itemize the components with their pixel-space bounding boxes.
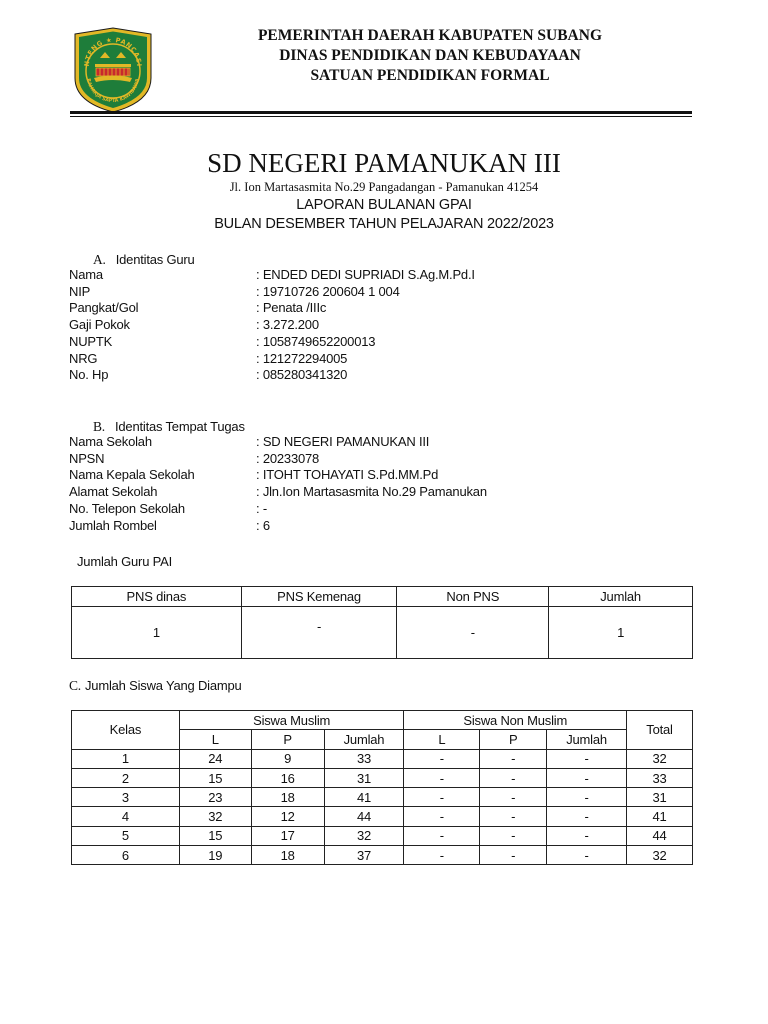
header-jumlah: Jumlah [549,587,693,607]
workplace-label: Nama Sekolah [69,434,152,449]
cell-non-muslim-jumlah: - [547,749,627,768]
section-a-heading [93,252,195,268]
identity-label: Gaji Pokok [69,317,130,333]
cell-muslim-l: 23 [179,788,251,807]
header-muslim-p: P [251,730,324,749]
cell-muslim-p: 12 [251,807,324,826]
cell-non-muslim-jumlah: - [547,768,627,787]
guru-pai-table [71,586,693,659]
cell-kelas: 4 [72,807,180,826]
cell-muslim-l: 24 [179,749,251,768]
identity-row-nip [69,284,475,301]
school-address: Jl. Ion Martasasmita No.29 Pangadangan - Pamanukan 41254 [229,180,539,194]
header-total: Total [627,711,693,750]
identity-row-pangkat [69,300,475,317]
cell-non-muslim-l: - [404,749,480,768]
workplace-row-telepon [69,501,487,518]
header-muslim-jumlah: Jumlah [324,730,404,749]
school-name: SD NEGERI PAMANUKAN III [207,148,561,178]
table-row [72,788,693,807]
workplace-row-rombel [69,518,487,535]
cell-muslim-jumlah: 31 [324,768,404,787]
header-siswa-muslim: Siswa Muslim [179,711,404,730]
identity-value: : 19710726 200604 1 004 [256,283,400,299]
cell-muslim-p: 9 [251,749,324,768]
workplace-label: Alamat Sekolah [69,484,158,500]
workplace-row-nama-sekolah [69,434,487,451]
section-a-letter: A. [93,252,106,267]
cell-kelas: 2 [72,768,180,787]
table-row [72,807,693,826]
identity-label: NRG [69,350,98,366]
cell-non-muslim-jumlah: - [547,788,627,807]
cell-muslim-p: 18 [251,788,324,807]
workplace-row-kepala-sekolah [69,467,487,484]
identity-row-nuptk [69,334,475,351]
cell-muslim-jumlah: 32 [324,826,404,845]
workplace-label: Nama Kepala Sekolah [69,467,195,483]
cell-non-muslim-l: - [404,788,480,807]
report-period: BULAN DESEMBER TAHUN PELAJARAN 2022/2023 [214,216,554,232]
cell-pns-dinas: 1 [72,607,242,659]
table-row [72,768,693,787]
workplace-value: : SD NEGERI PAMANUKAN III [256,434,430,449]
cell-kelas: 5 [72,826,180,845]
report-title: LAPORAN BULANAN GPAI [296,197,472,213]
cell-muslim-l: 19 [179,846,251,865]
letterhead-line-3: SATUAN PENDIDIKAN FORMAL [310,67,550,84]
cell-non-muslim-p: - [480,846,547,865]
cell-non-muslim-l: - [404,846,480,865]
identity-label: Nama [69,267,103,282]
identity-label: NIP [69,283,91,299]
identity-value: : 3.272.200 [256,317,319,333]
identity-label: No. Hp [69,367,109,383]
cell-muslim-p: 16 [251,768,324,787]
workplace-row-npsn [69,451,487,468]
header-kelas: Kelas [72,711,180,750]
table-header-row [72,587,693,607]
cell-jumlah: 1 [549,607,693,659]
workplace-value: : ITOHT TOHAYATI S.Pd.MM.Pd [256,467,439,483]
cell-non-muslim-l: - [404,768,480,787]
letterhead-line-2: DINAS PENDIDIKAN DAN KEBUDAYAAN [279,47,581,64]
header-muslim-l: L [179,730,251,749]
section-c-letter: C. [69,678,81,693]
cell-non-pns: - [397,607,549,659]
cell-non-muslim-l: - [404,826,480,845]
cell-non-muslim-p: - [480,768,547,787]
section-b-title: Identitas Tempat Tugas [114,419,245,434]
letterhead-line-1: PEMERINTAH DAERAH KABUPATEN SUBANG [257,27,603,44]
cell-muslim-jumlah: 44 [324,807,404,826]
student-count-table [71,710,693,865]
section-b-heading [93,419,245,435]
identity-label: NUPTK [69,333,113,349]
cell-non-muslim-p: - [480,826,547,845]
header-non-muslim-jumlah: Jumlah [547,730,627,749]
table-header-row [72,711,693,730]
table-row [72,826,693,845]
table-row [72,607,693,659]
cell-non-muslim-jumlah: - [547,807,627,826]
header-pns-kemenag: PNS Kemenag [241,587,397,607]
cell-total: 32 [627,846,693,865]
table-row [72,846,693,865]
letterhead [200,26,660,86]
kabupaten-subang-logo [72,26,154,114]
identity-row-nrg [69,351,475,368]
workplace-label: Jumlah Rombel [69,517,157,533]
section-b-letter: B. [93,419,105,434]
cell-total: 31 [627,788,693,807]
cell-muslim-p: 18 [251,846,324,865]
cell-muslim-l: 32 [179,807,251,826]
svg-text:RAHARJA SAPTA KAWIBAWA: RAHARJA SAPTA KAWIBAWA [85,78,141,105]
guru-pai-heading: Jumlah Guru PAI [77,554,173,569]
cell-total: 32 [627,749,693,768]
cell-kelas: 6 [72,846,180,865]
cell-non-muslim-p: - [480,788,547,807]
cell-total: 33 [627,768,693,787]
cell-muslim-jumlah: 37 [324,846,404,865]
cell-muslim-p: 17 [251,826,324,845]
header-non-pns: Non PNS [397,587,549,607]
workplace-value: : Jln.Ion Martasasmita No.29 Pamanukan [256,484,487,500]
identity-value: : Penata /IIIc [256,300,327,316]
cell-muslim-l: 15 [179,826,251,845]
section-c-title: Jumlah Siswa Yang Diampu [84,678,242,693]
workplace-identity-list [69,434,487,534]
workplace-label: NPSN [69,450,105,466]
workplace-label: No. Telepon Sekolah [69,500,185,516]
letterhead-divider-thin [70,116,692,117]
teacher-identity-list [69,267,475,384]
identity-label: Pangkat/Gol [69,300,139,316]
identity-value: : 121272294005 [256,350,348,366]
identity-row-gaji [69,317,475,334]
cell-total: 41 [627,807,693,826]
cell-muslim-jumlah: 33 [324,749,404,768]
cell-kelas: 3 [72,788,180,807]
identity-row-hp [69,367,475,384]
header-non-muslim-p: P [480,730,547,749]
header-pns-dinas: PNS dinas [72,587,242,607]
identity-value: : 1058749652200013 [256,333,376,349]
section-c-heading [69,678,242,694]
cell-muslim-l: 15 [179,768,251,787]
cell-muslim-jumlah: 41 [324,788,404,807]
identity-value: : 085280341320 [256,367,348,383]
workplace-value: : 6 [256,517,270,533]
header-siswa-non-muslim: Siswa Non Muslim [404,711,627,730]
table-row [72,749,693,768]
section-a-title: Identitas Guru [115,252,195,267]
cell-non-muslim-jumlah: - [547,826,627,845]
svg-text:BENTENG ★ PANCASILA: NTENG ★ PANCASI [82,35,144,67]
cell-kelas: 1 [72,749,180,768]
identity-value: : ENDED DEDI SUPRIADI S.Ag.M.Pd.I [256,267,475,282]
workplace-value: : - [256,500,267,516]
cell-non-muslim-jumlah: - [547,846,627,865]
identity-row-nama [69,267,475,284]
cell-non-muslim-p: - [480,749,547,768]
cell-non-muslim-p: - [480,807,547,826]
workplace-value: : 20233078 [256,450,320,466]
cell-pns-kemenag: - [241,607,397,659]
letterhead-divider-thick [70,111,692,114]
header-non-muslim-l: L [404,730,480,749]
cell-non-muslim-l: - [404,807,480,826]
cell-total: 44 [627,826,693,845]
workplace-row-alamat [69,484,487,501]
